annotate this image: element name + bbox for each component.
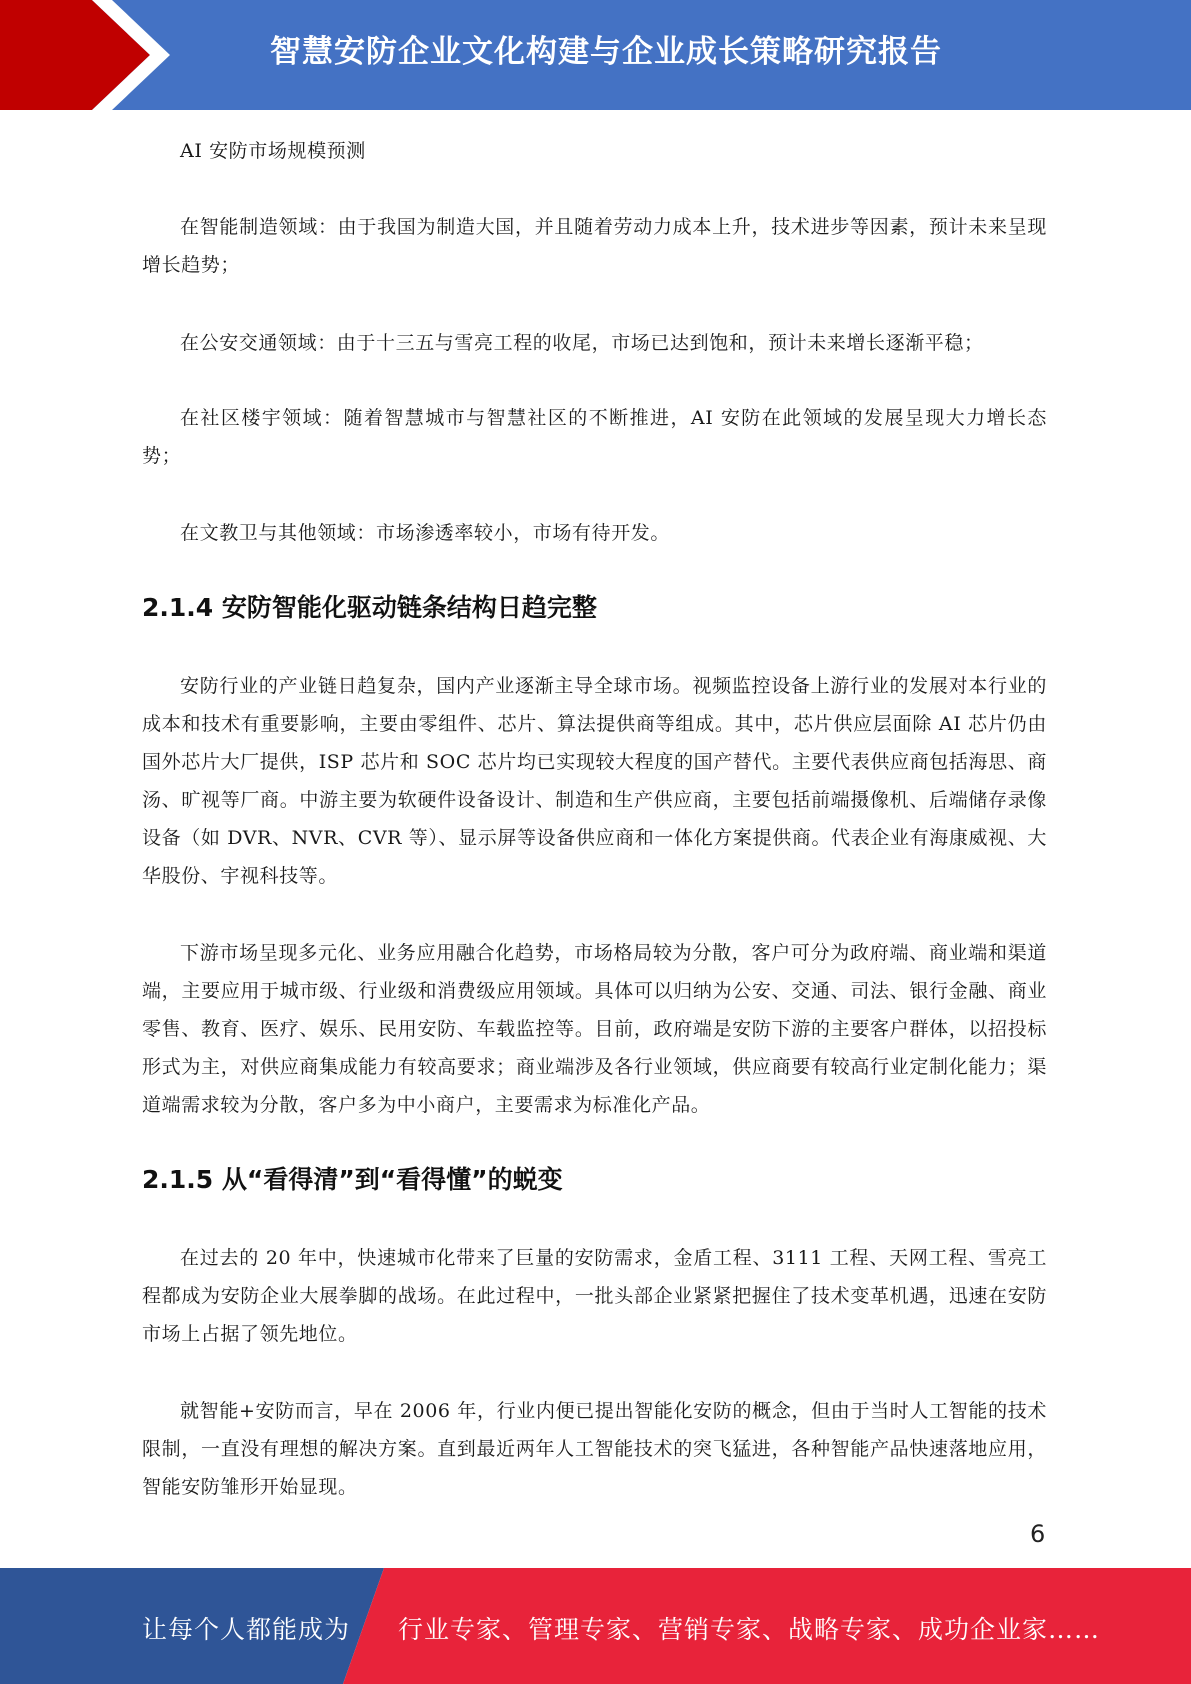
paragraph: 就智能+安防而言，早在 2006 年，行业内便已提出智能化安防的概念，但由于当时人工智能的技术限制，一直没有理想的解决方案。直到最近两年人工智能技术的突飞猛进，各种智能产品快速落地应用，智能安防雏形开始显现。 [142,1400,1047,1498]
report-title: 智慧安防企业文化构建与企业成长策略研究报告 [270,34,942,70]
paragraph: 在过去的 20 年中，快速城市化带来了巨量的安防需求，金盾工程、3111 工程、天网工程、雪亮工程都成为安防企业大展拳脚的战场。在此过程中，一批头部企业紧紧把握住了技术变革机遇，迅速在安防市场上占据了领先地位。 [142,1247,1047,1345]
section-heading: 2.1.5 从“看得清”到“看得懂”的蜕变 [142,1165,563,1194]
paragraph: 下游市场呈现多元化、业务应用融合化趋势，市场格局较为分散，客户可分为政府端、商业端和渠道端，主要应用于城市级、行业级和消费级应用领域。具体可以归纳为公安、交通、司法、银行金融、商业零售、教育、医疗、娱乐、民用安防、车载监控等。目前，政府端是安防下游的主要客户群体，以招投标形式为主，对供应商集成能力有较高要求；商业端涉及各行业领域，供应商要有较高行业定制化能力；渠道端需求较为分散，客户多为中小商户，主要需求为标准化产品。 [142,942,1047,1116]
page-header [0,0,1191,110]
paragraph: 在社区楼宇领域：随着智慧城市与智慧社区的不断推进，AI 安防在此领域的发展呈现大力增长态势； [142,407,1047,467]
page-number: 6 [1030,1520,1046,1548]
paragraph: 在文教卫与其他领域：市场渗透率较小，市场有待开发。 [180,522,671,544]
footer-slogan-left: 让每个人都能成为 [142,1615,351,1644]
section-heading: 2.1.4 安防智能化驱动链条结构日趋完整 [142,593,597,622]
footer-slogan-right: 行业专家、管理专家、营销专家、战略专家、成功企业家…… [398,1615,1101,1644]
header-arrow-decoration [0,0,300,110]
paragraph: 安防行业的产业链日趋复杂，国内产业逐渐主导全球市场。视频监控设备上游行业的发展对本行业的成本和技术有重要影响，主要由零组件、芯片、算法提供商等组成。其中，芯片供应层面除 AI 芯片仍由国外芯片大厂提供，ISP 芯片和 SOC 芯片均已实现较大程度的国产替代。主要代表供应商包括海思、商汤、旷视等厂商。中游主要为软硬件设备设计、制造和生产供应商，主要包括前端摄像机、后端储存录像设备（如 DVR、NVR、CVR 等）、显示屏等设备供应商和一体化方案提供商。代表企业有海康威视、大华股份、宇视科技等。 [142,675,1047,887]
page-footer [0,1568,1191,1684]
paragraph: 在公安交通领域：由于十三五与雪亮工程的收尾，市场已达到饱和，预计未来增长逐渐平稳； [180,332,984,354]
paragraph: AI 安防市场规模预测 [180,140,366,162]
paragraph: 在智能制造领域：由于我国为制造大国，并且随着劳动力成本上升，技术进步等因素，预计未来呈现增长趋势； [142,216,1047,276]
